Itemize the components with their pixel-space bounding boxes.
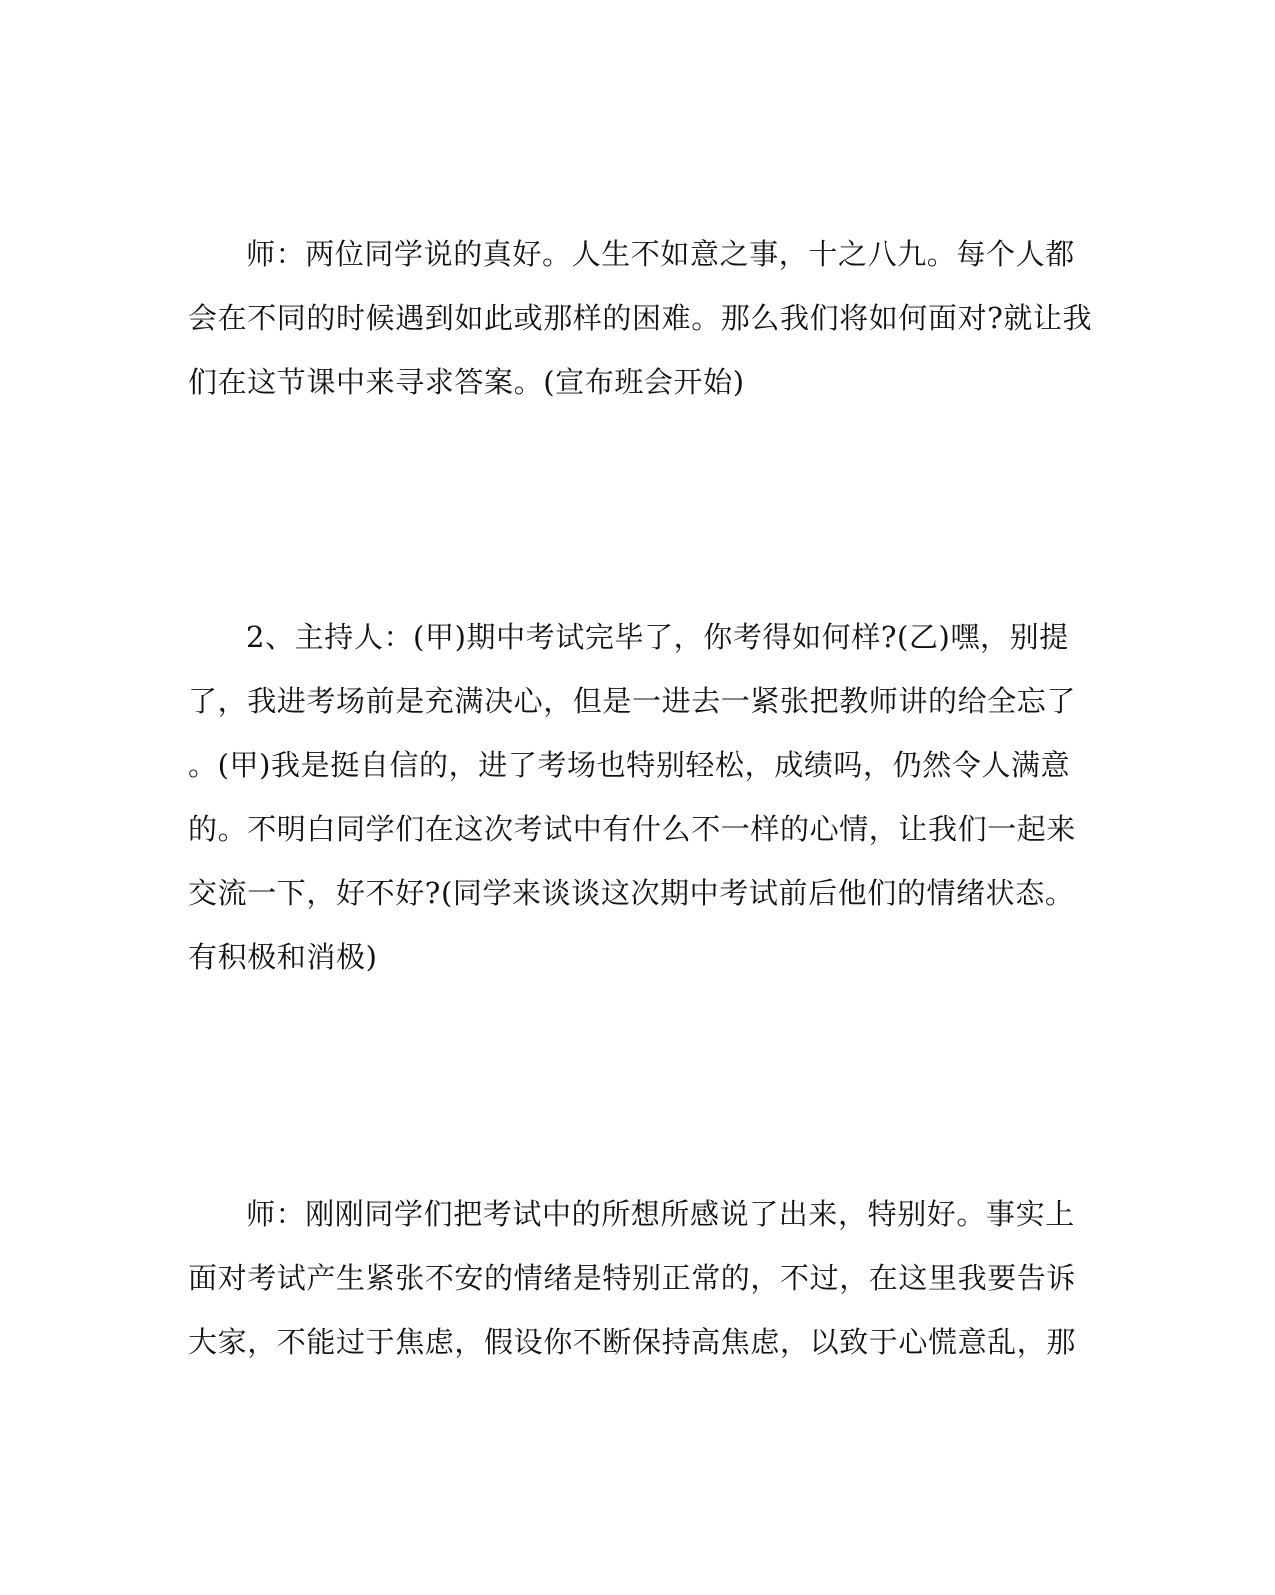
text-line: 2、主持人：(甲)期中考试完毕了，你考得如何样?(乙)嘿，别提: [246, 620, 1069, 654]
text-line: 师：刚刚同学们把考试中的所想所感说了出来，特别好。事实上: [246, 1197, 1075, 1231]
text-line: 有积极和消极): [188, 940, 378, 974]
text-line: 交流一下，好不好?(同学来谈谈这次期中考试前后他们的情绪状态。: [188, 876, 1075, 910]
text-line: 的。不明白同学们在这次考试中有什么不一样的心情，让我们一起来: [188, 812, 1077, 846]
text-line: 了，我进考场前是充满决心，但是一进去一紧张把教师讲的给全忘了: [188, 684, 1077, 718]
text-line: 大家，不能过于焦虑，假设你不断保持高焦虑，以致于心慌意乱，那: [188, 1325, 1077, 1359]
text-line: 师：两位同学说的真好。人生不如意之事，十之八九。每个人都: [246, 237, 1075, 271]
text-line: 们在这节课中来寻求答案。(宣布班会开始): [188, 365, 745, 399]
text-line: 面对考试产生紧张不安的情绪是特别正常的，不过，在这里我要告诉: [188, 1261, 1077, 1295]
text-line: 会在不同的时候遇到如此或那样的困难。那么我们将如何面对?就让我: [188, 301, 1093, 335]
text-line: 。(甲)我是挺自信的，进了考场也特别轻松，成绩吗，仍然令人满意: [188, 748, 1071, 782]
